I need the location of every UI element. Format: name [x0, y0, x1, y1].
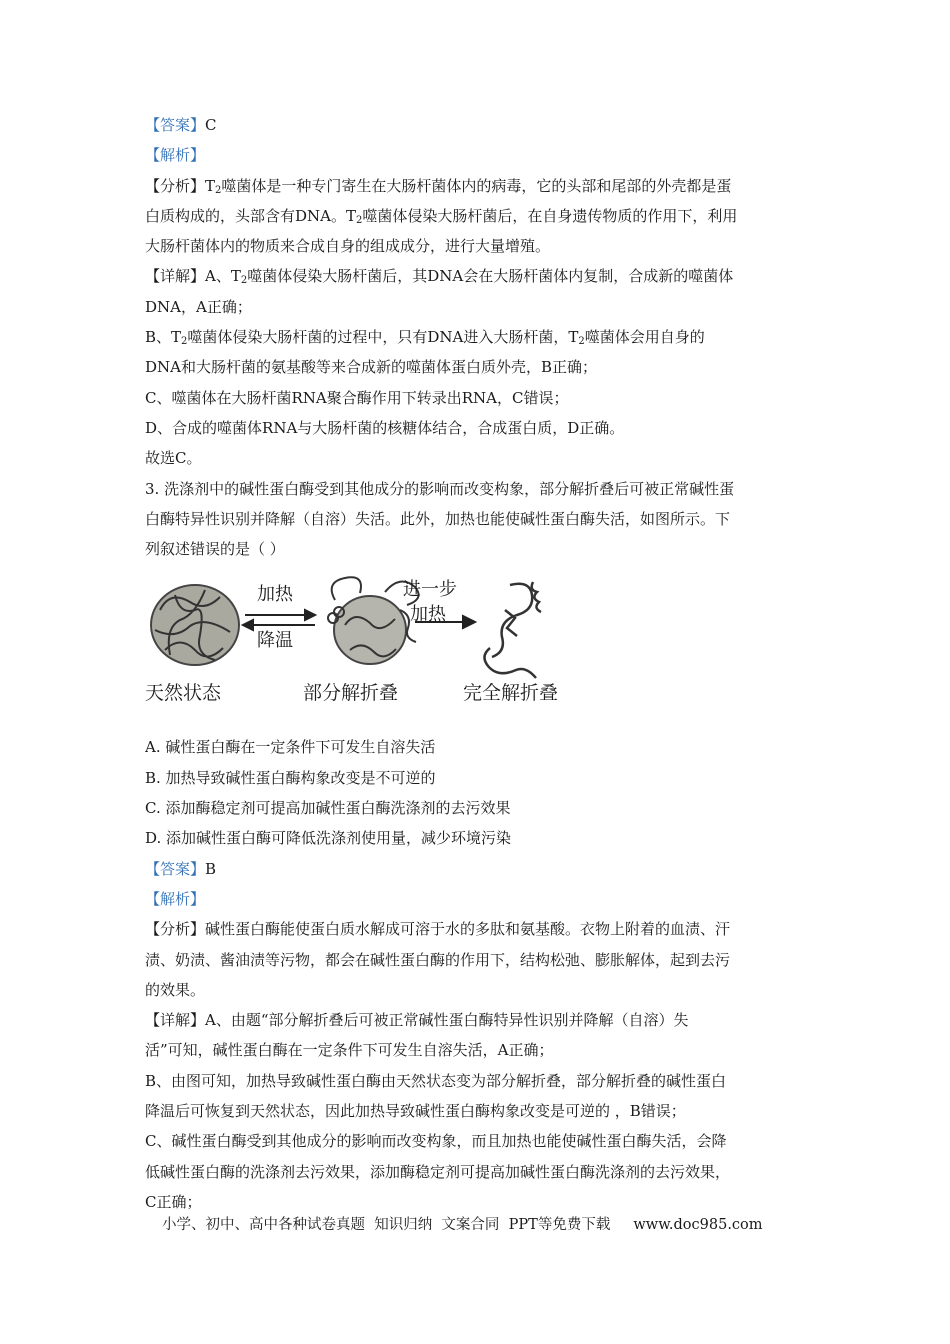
- native-state-label: 天然状态: [145, 682, 222, 705]
- q2-fenxi-line-3: 大肠杆菌体内的物质来合成自身的组成成分，进行大量增殖。: [145, 237, 551, 256]
- subscript: 2: [356, 214, 363, 226]
- q3-xiangjie-line-1: [145, 1005, 810, 1035]
- q3-analysis-tag: 【解析】: [145, 889, 206, 908]
- q2-xiangjie-line-5: C、噬菌体在大肠杆菌RNA聚合酶作用下转录出RNA，C错误；: [145, 388, 569, 407]
- text: 白质构成的，头部含有DNA。T: [145, 206, 356, 225]
- q3-xiangjie-line-5: C、碱性蛋白酶受到其他成分的影响而改变构象，而且加热也能使碱性蛋白酶失活，会降: [145, 1132, 727, 1151]
- answer-value: C: [205, 116, 217, 134]
- fenxi-tag: 【分析】: [145, 176, 206, 195]
- q3-stem-line-3: 列叙述错误的是（ ）: [145, 540, 285, 559]
- q2-fenxi-line-2: [145, 201, 810, 231]
- native-protein-icon: [151, 585, 239, 665]
- answer-tag: 【答案】: [145, 859, 206, 878]
- q3-xiangjie-line-6: 低碱性蛋白酶的洗涤剂去污效果，添加酶稳定剂可提高加碱性蛋白酶洗涤剂的去污效果，: [145, 1162, 731, 1181]
- subscript: 2: [215, 184, 222, 196]
- q3-xiangjie-line-3: B、由图可知，加热导致碱性蛋白酶由天然状态变为部分解折叠，部分解折叠的碱性蛋白: [145, 1071, 727, 1090]
- text: 噬菌体侵染大肠杆菌后，其DNA会在大肠杆菌体内复制，合成新的噬菌体: [247, 267, 734, 286]
- q3-stem-line-2: 白酶特异性识别并降解（自溶）失活。此外，加热也能使碱性蛋白酶失活，如图所示。下: [145, 509, 731, 528]
- document-page: [145, 110, 810, 1217]
- unfolded-protein-icon: [484, 582, 541, 678]
- arrow2-bottom-label: 加热: [410, 604, 446, 626]
- q2-xiangjie-line-3: [145, 322, 810, 352]
- option-a: A. 碱性蛋白酶在一定条件下可发生自溶失活: [145, 738, 436, 757]
- q3-fenxi-line-3: 的效果。: [145, 980, 206, 999]
- q3-fenxi-line-1: [145, 914, 810, 944]
- q3-xiangjie-line-2: 活”可知，碱性蛋白酶在一定条件下可发生自溶失活，A正确；: [145, 1041, 554, 1060]
- subscript: 2: [240, 275, 248, 287]
- protein-folding-figure: [145, 570, 575, 720]
- option-b: B. 加热导致碱性蛋白酶构象改变是不可逆的: [145, 768, 436, 787]
- text: A、T: [205, 267, 241, 286]
- text: 噬菌体会用自身的: [584, 328, 705, 347]
- q3-xiangjie-line-7: C正确；: [145, 1192, 202, 1211]
- partial-unfold-label: 部分解折叠: [303, 682, 399, 705]
- q2-xiangjie-line-6: D、合成的噬菌体RNA与大肠杆菌的核糖体结合，合成蛋白质，D正确。: [145, 418, 625, 437]
- q3-fenxi-line-2: 渍、奶渍、酱油渍等污物，都会在碱性蛋白酶的作用下，结构松弛、膨胀解体，起到去污: [145, 950, 731, 969]
- q2-xiangjie-line-7: 故选C。: [145, 449, 202, 468]
- q2-analysis-tag: 【解析】: [145, 146, 206, 165]
- page-footer: 小学、初中、高中各种试卷真题 知识归纳 文案合同 PPT等免费下载 www.doc985.com: [162, 1217, 763, 1233]
- text: 噬菌体是一种专门寄生在大肠杆菌体内的病毒，它的头部和尾部的外壳都是蛋: [221, 176, 732, 195]
- xiangjie-tag: 【详解】: [145, 1011, 206, 1030]
- text: A、由题“部分解折叠后可被正常碱性蛋白酶特异性识别并降解（自溶）失: [205, 1011, 689, 1030]
- text: 碱性蛋白酶能使蛋白质水解成可溶于水的多肽和氨基酸。衣物上附着的血渍、汗: [205, 920, 731, 939]
- text: 噬菌体侵染大肠杆菌的过程中，只有DNA进入大肠杆菌，T: [187, 328, 579, 347]
- q2-xiangjie-line-4: DNA和大肠杆菌的氨基酸等来合成新的噬菌体蛋白质外壳，B正确；: [145, 358, 598, 377]
- q2-xiangjie-line-2: DNA，A正确；: [145, 297, 252, 316]
- text: 噬菌体侵染大肠杆菌后，在自身遗传物质的作用下，利用: [362, 206, 738, 225]
- fenxi-tag: 【分析】: [145, 920, 206, 939]
- subscript: 2: [181, 336, 188, 348]
- answer-value: B: [205, 859, 217, 878]
- text: B、T: [145, 328, 182, 347]
- q2-fenxi-line-1: [145, 171, 810, 201]
- option-c: C. 添加酶稳定剂可提高加碱性蛋白酶洗涤剂的去污效果: [145, 799, 511, 818]
- arrow1-bottom-label: 降温: [257, 630, 293, 652]
- xiangjie-tag: 【详解】: [145, 267, 206, 286]
- arrow1-top-label: 加热: [257, 584, 293, 606]
- q2-xiangjie-line-1: [145, 261, 810, 291]
- q3-answer-line: [145, 854, 810, 884]
- arrow2-top-label: 进一步: [403, 579, 457, 601]
- option-d: D. 添加碱性蛋白酶可降低洗涤剂使用量，减少环境污染: [145, 829, 512, 848]
- full-unfold-label: 完全解折叠: [463, 682, 559, 705]
- text: T: [205, 176, 216, 195]
- q3-xiangjie-line-4: 降温后可恢复到天然状态，因此加热导致碱性蛋白酶构象改变是可逆的 ，B错误；: [145, 1102, 686, 1121]
- q3-stem-line-1: 3. 洗涤剂中的碱性蛋白酶受到其他成分的影响而改变构象，部分解折叠后可被正常碱性蛋: [145, 479, 735, 498]
- answer-tag: 【答案】: [145, 116, 206, 134]
- q2-answer-line: [145, 110, 810, 140]
- subscript: 2: [578, 336, 585, 348]
